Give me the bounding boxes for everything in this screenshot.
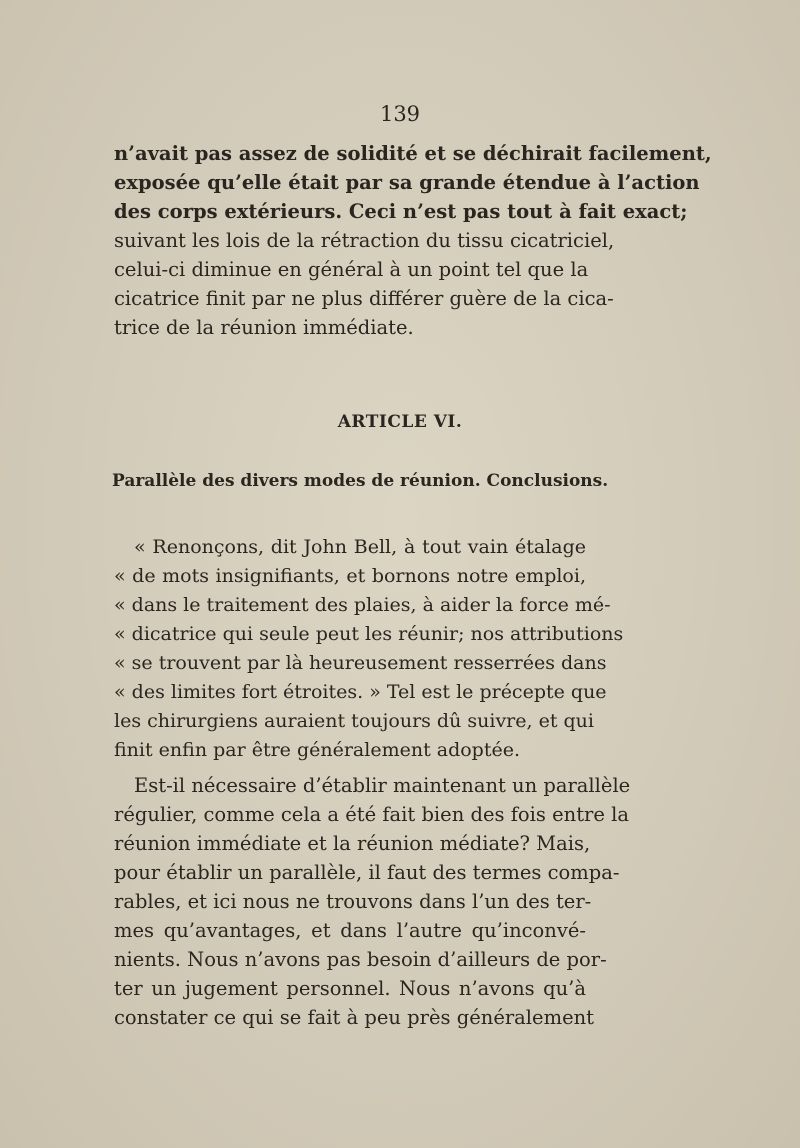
- text-line: n’avait pas assez de solidité et se déchirait facilement,: [114, 142, 712, 165]
- text-line: trice de la réunion immédiate.: [114, 316, 414, 339]
- text-line: nients. Nous n’avons pas besoin d’ailleurs de por-: [114, 948, 607, 971]
- text-line: suivant les lois de la rétraction du tissu cicatriciel,: [114, 229, 615, 252]
- text-line: « se trouvent par là heureusement resserrées dans: [114, 652, 607, 674]
- article-subheading: Parallèle des divers modes de réunion. Conclusions.: [112, 471, 609, 491]
- text-line: ter un jugement personnel. Nous n’avons qu’à: [114, 977, 586, 1000]
- text-line: « de mots insignifiants, et bornons notre emploi,: [114, 565, 586, 587]
- text-line: réunion immédiate et la réunion médiate? Mais,: [114, 832, 591, 855]
- text-line: « Renonçons, dit John Bell, à tout vain étalage: [134, 536, 586, 558]
- text-line: Est-il nécessaire d’établir maintenant un parallèle: [134, 774, 631, 797]
- text-line: pour établir un parallèle, il faut des termes compa-: [114, 861, 620, 884]
- text-line: régulier, comme cela a été fait bien des fois entre la: [114, 803, 629, 826]
- text-line: des corps extérieurs. Ceci n’est pas tout à fait exact;: [114, 200, 688, 223]
- text-line: celui-ci diminue en général à un point tel que la: [114, 258, 589, 281]
- text-line: rables, et ici nous ne trouvons dans l’un des ter-: [114, 890, 592, 913]
- text-line: « des limites fort étroites. » Tel est le précepte que: [114, 681, 607, 703]
- text-line: les chirurgiens auraient toujours dû suivre, et qui: [114, 710, 594, 732]
- text-line: mes qu’avantages, et dans l’autre qu’inconvé-: [114, 919, 586, 942]
- article-heading: ARTICLE VI.: [337, 412, 463, 432]
- text-line: constater ce qui se fait à peu près généralement: [114, 1006, 595, 1029]
- text-line: finit enfin par être généralement adoptée.: [114, 739, 520, 761]
- text-line: « dicatrice qui seule peut les réunir; nos attributions: [114, 623, 624, 645]
- text-line: exposée qu’elle était par sa grande étendue à l’action: [114, 171, 700, 194]
- text-line: cicatrice finit par ne plus différer guère de la cica-: [114, 287, 614, 310]
- page-number: 139: [379, 102, 421, 126]
- text-line: « dans le traitement des plaies, à aider la force mé-: [114, 594, 611, 616]
